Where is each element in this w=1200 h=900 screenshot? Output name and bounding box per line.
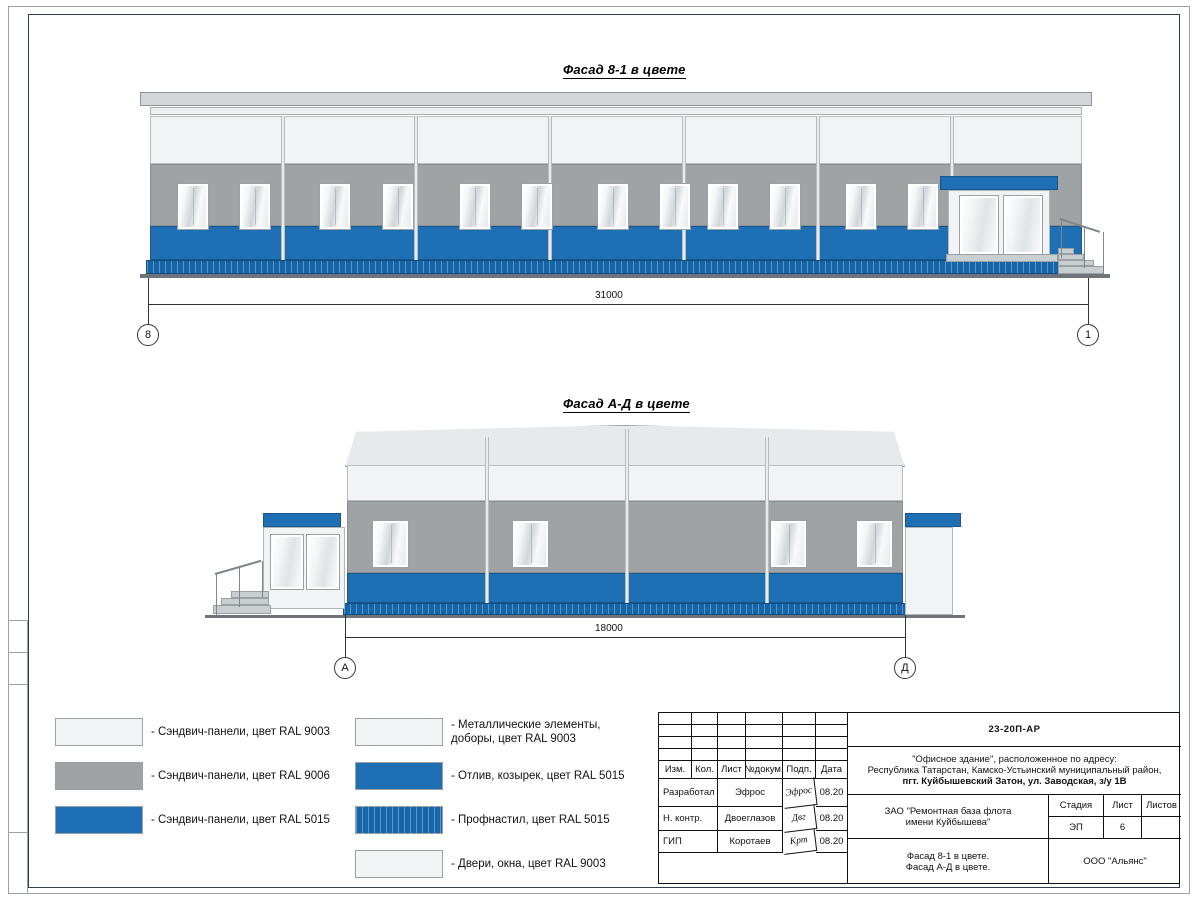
revision-grid-cell	[816, 737, 848, 749]
sheet-name-line-2: Фасад А-Д в цвете.	[905, 861, 991, 873]
revision-grid-cell	[659, 725, 692, 737]
entrance-canopy-right	[905, 513, 961, 527]
dimension-line	[148, 304, 1088, 305]
legend-swatch-drip-canopy	[355, 762, 443, 790]
role-name: Эфрос	[718, 779, 783, 807]
role-label: Н. контр.	[659, 807, 718, 831]
legend-label: - Сэндвич-панели, цвет RAL 9003	[151, 726, 330, 738]
legend-swatch-profiled-sheet	[355, 806, 443, 834]
entrance-door	[307, 535, 339, 589]
column-header-data: Дата	[816, 761, 848, 779]
panel-seam	[281, 116, 285, 260]
object-line-3: пгт. Куйбышевский Затон, ул. Заводская, з/у 1В	[902, 776, 1127, 787]
revision-grid-cell	[692, 713, 718, 725]
sheet-name-line-1: Фасад 8-1 в цвете.	[906, 850, 990, 862]
facade-1-title: Фасад 8-1 в цвете	[563, 62, 686, 77]
revision-grid-cell	[692, 725, 718, 737]
entrance-steps	[221, 598, 269, 605]
revision-grid-cell	[659, 853, 848, 884]
column-header-list: Лист	[718, 761, 746, 779]
legend-label: - Двери, окна, цвет RAL 9003	[451, 858, 606, 870]
revision-grid-cell	[692, 749, 718, 761]
window	[770, 184, 800, 229]
legend-label: - Сэндвич-панели, цвет RAL 9006	[151, 770, 330, 782]
axis-extension-line	[148, 278, 149, 324]
axis-bubble-right: Д	[894, 657, 916, 679]
window	[857, 521, 892, 567]
legend-swatch-doors-windows	[355, 850, 443, 878]
revision-grid-cell	[659, 749, 692, 761]
object-line-2: Республика Татарстан, Камско-Устьинский муниципальный район,	[867, 765, 1162, 776]
revision-grid-cell	[692, 737, 718, 749]
elevation-facade-8-1	[140, 92, 1110, 341]
axis-extension-line	[345, 615, 346, 657]
legend-swatch-ral9006-panel	[55, 762, 143, 790]
signature: Двг	[782, 805, 818, 833]
dimension-value: 18000	[595, 623, 623, 634]
handrail-post	[1084, 226, 1085, 268]
panel-seam	[816, 116, 820, 260]
panel-seam	[485, 437, 489, 603]
axis-bubble-left: 8	[137, 324, 159, 346]
signature: Эфрос	[781, 777, 817, 809]
handrail-post	[262, 561, 263, 597]
window	[846, 184, 876, 229]
role-label: ГИП	[659, 831, 718, 853]
revision-grid-cell	[718, 737, 746, 749]
stage-value: ЭП	[1049, 817, 1104, 839]
entrance-door-right	[1004, 196, 1042, 254]
entrance-wall-right	[905, 527, 953, 615]
window	[771, 521, 806, 567]
handrail-post	[239, 567, 240, 607]
parapet-inner-band	[150, 107, 1082, 115]
customer-line-1: ЗАО "Ремонтная база флота	[884, 805, 1012, 817]
sheet-left-margin-strip	[8, 620, 28, 894]
axis-bubble-left: А	[334, 657, 356, 679]
signature: Крт	[782, 829, 817, 855]
legend-label: - Сэндвич-панели, цвет RAL 5015	[151, 814, 330, 826]
entrance-canopy	[940, 176, 1058, 190]
entrance-door	[271, 535, 303, 589]
entrance-steps	[1058, 266, 1104, 274]
handrail-post	[216, 573, 217, 615]
axis-extension-line	[905, 615, 906, 657]
axis-bubble-right: 1	[1077, 324, 1099, 346]
legend-label: - Металлические элементы, доборы, цвет RAL 9003	[451, 719, 601, 745]
revision-grid-cell	[783, 749, 816, 761]
legend-swatch-ral9003-panel	[55, 718, 143, 746]
legend-label: - Профнастил, цвет RAL 5015	[451, 814, 610, 826]
plinth-profiled-sheet	[146, 260, 1086, 274]
panel-seam	[625, 429, 629, 603]
window	[240, 184, 270, 229]
sheet-name	[848, 839, 1049, 884]
panel-seam	[414, 116, 418, 260]
panel-seam	[765, 437, 769, 603]
customer-line-2: имени Куйбышева"	[905, 816, 991, 828]
entrance-steps	[213, 605, 271, 614]
ground-line	[140, 274, 1110, 278]
revision-grid-cell	[746, 749, 783, 761]
sheets-value	[1142, 817, 1181, 839]
object-line-1: "Офисное здание", расположенное по адресу:	[912, 754, 1117, 765]
sign-date: 08.20	[816, 779, 848, 807]
legend-swatch-metal-elements	[355, 718, 443, 746]
window	[513, 521, 548, 567]
window	[320, 184, 350, 229]
window	[708, 184, 738, 229]
project-code: 23-20П-АР	[848, 713, 1181, 747]
window	[522, 184, 552, 229]
revision-grid-cell	[659, 737, 692, 749]
revision-grid-cell	[718, 749, 746, 761]
revision-grid-cell	[746, 725, 783, 737]
sheet-header: Лист	[1104, 795, 1142, 817]
role-label: Разработал	[659, 779, 718, 807]
window	[660, 184, 690, 229]
window	[178, 184, 208, 229]
revision-grid-cell	[718, 713, 746, 725]
revision-grid-cell	[783, 737, 816, 749]
organization: ООО "Альянс"	[1083, 856, 1147, 867]
column-header-ndok: №докум.	[746, 761, 783, 779]
column-header-izm: Изм.	[659, 761, 692, 779]
window	[373, 521, 408, 567]
revision-grid-cell	[816, 749, 848, 761]
revision-grid-cell	[816, 713, 848, 725]
window	[908, 184, 938, 229]
plinth-profiled-sheet	[343, 603, 907, 615]
revision-grid-cell	[783, 713, 816, 725]
handrail-post	[1103, 232, 1104, 274]
entrance-steps	[231, 591, 269, 598]
revision-grid-cell	[718, 725, 746, 737]
wall-band-white-ral9003	[150, 116, 1082, 164]
window	[598, 184, 628, 229]
revision-grid-cell	[746, 713, 783, 725]
revision-grid-cell	[783, 725, 816, 737]
column-header-podp: Подп.	[783, 761, 816, 779]
axis-extension-line	[1088, 278, 1089, 324]
stage-header: Стадия	[1049, 795, 1104, 817]
role-name: Коротаев	[718, 831, 783, 853]
column-header-kol: Кол.	[692, 761, 718, 779]
entrance-door-left	[960, 196, 998, 254]
window	[383, 184, 413, 229]
dimension-value: 31000	[595, 290, 623, 301]
revision-grid-cell	[816, 725, 848, 737]
sheet-value: 6	[1104, 817, 1142, 839]
facade-2-title: Фасад А-Д в цвете	[563, 396, 690, 411]
wall-band-blue-ral5015	[150, 226, 1082, 260]
title-block	[658, 712, 1180, 884]
revision-grid-cell	[746, 737, 783, 749]
legend-swatch-ral5015-panel	[55, 806, 143, 834]
legend	[55, 710, 635, 870]
ground-line	[205, 615, 965, 618]
elevation-facade-a-d	[205, 425, 965, 674]
customer-name	[848, 795, 1049, 839]
role-name: Двоеглазов	[718, 807, 783, 831]
entrance-canopy-left	[263, 513, 341, 527]
object-description	[848, 747, 1181, 795]
legend-label: - Отлив, козырек, цвет RAL 5015	[451, 770, 625, 782]
sign-date: 08.20	[816, 831, 848, 853]
revision-grid-cell	[659, 713, 692, 725]
sheets-header: Листов	[1142, 795, 1181, 817]
dimension-line	[345, 637, 905, 638]
entrance-steps	[946, 254, 1058, 262]
window	[460, 184, 490, 229]
parapet-cap	[140, 92, 1092, 106]
sign-date: 08.20	[816, 807, 848, 831]
handrail-post	[1061, 218, 1062, 258]
